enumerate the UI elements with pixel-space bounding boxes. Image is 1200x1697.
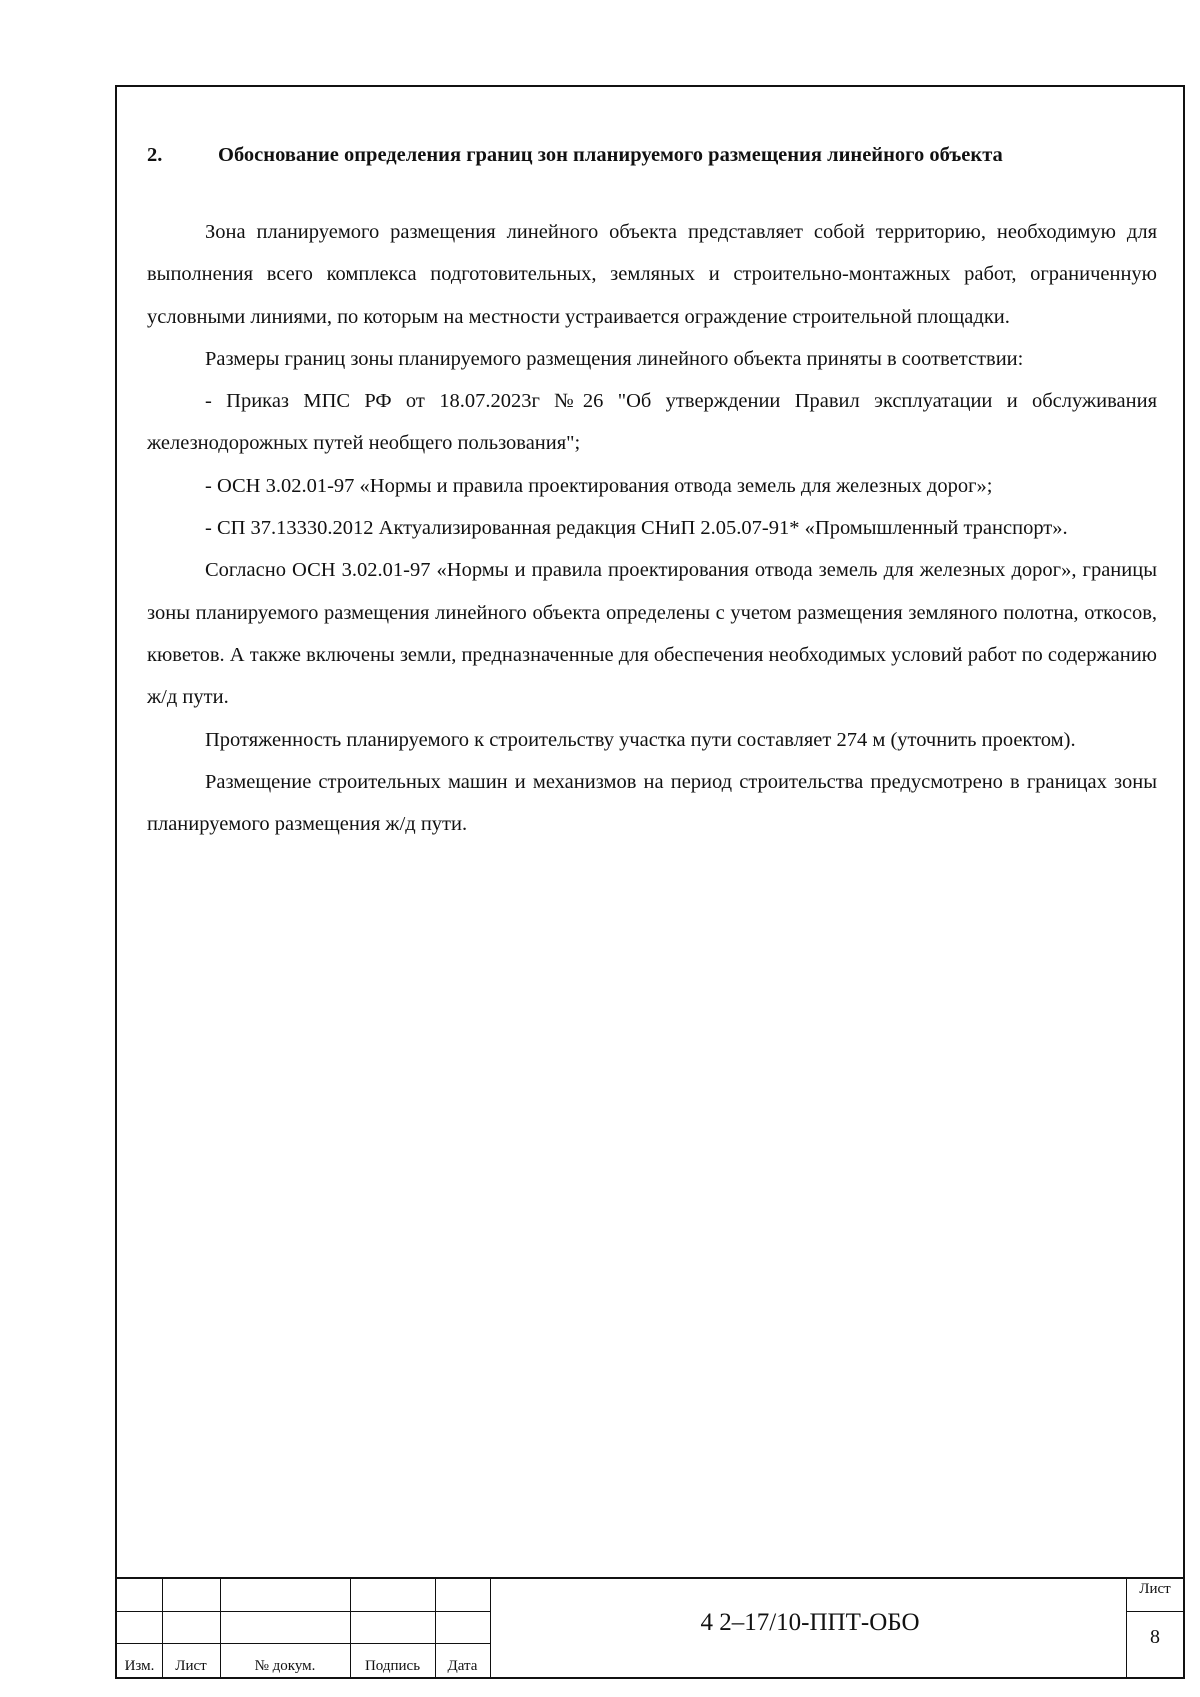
paragraph: Зона планируемого размещения линейного объекта представляет собой территорию, необходимую для выполнения всего комплекса подготовительных, земляных и строительно-монтажных работ, ограниченную условными линиями, по которым на местности устраивается ограждение строительной площадки. [147, 221, 1157, 328]
section-title: Обоснование определения границ зон планируемого размещения линейного объекта [218, 144, 1003, 166]
section-heading [147, 144, 1159, 167]
paragraph: - ОСН 3.02.01-97 «Нормы и правила проектирования отвода земель для железных дорог»; [205, 474, 993, 497]
sheet-number: 8 [1150, 1626, 1160, 1648]
paragraph: - СП 37.13330.2012 Актуализированная редакция СНиП 2.05.07-91* «Промышленный транспорт». [205, 517, 1068, 540]
document-body [147, 211, 1157, 845]
paragraph: - Приказ МПС РФ от 18.07.2023г №26 "Об утверждении Правил эксплуатации и обслуживания железнодорожных путей необщего пользования"; [147, 390, 1157, 455]
title-block [117, 1577, 1183, 1677]
paragraph: Согласно ОСН 3.02.01-97 «Нормы и правила проектирования отвода земель для железных дорог», границы зоны планируемого размещения линейного объекта определены с учетом размещения земляного полотна, откосов, кюветов. А также включены земли, предназначенные для обеспечения необходимых условий работ по содержанию ж/д пути. [147, 559, 1157, 709]
page-frame [115, 85, 1185, 1679]
stamp-label-list: Лист [175, 1658, 207, 1674]
sheet-label: Лист [1139, 1581, 1171, 1597]
stamp-label-izm: Изм. [124, 1658, 155, 1674]
paragraph: Размещение строительных машин и механизмов на период строительства предусмотрено в границах зоны планируемого размещения ж/д пути. [147, 770, 1157, 836]
paragraph: Размеры границ зоны планируемого размещения линейного объекта приняты в соответствии: [205, 347, 1024, 370]
stamp-label-date: Дата [447, 1658, 478, 1674]
stamp-label-sign: Подпись [364, 1658, 421, 1674]
stamp-divider [490, 1579, 491, 1677]
stamp-row-line [117, 1643, 490, 1644]
paragraph: Протяженность планируемого к строительству участка пути составляет 274 м (уточнить проектом). [205, 728, 1076, 751]
stamp-row-line [117, 1611, 490, 1612]
stamp-label-doc: № докум. [254, 1658, 316, 1674]
document-code: 4 2–17/10-ППТ-ОБО [700, 1609, 920, 1636]
sheet-cell-line [1127, 1611, 1183, 1612]
section-number: 2. [147, 144, 163, 166]
